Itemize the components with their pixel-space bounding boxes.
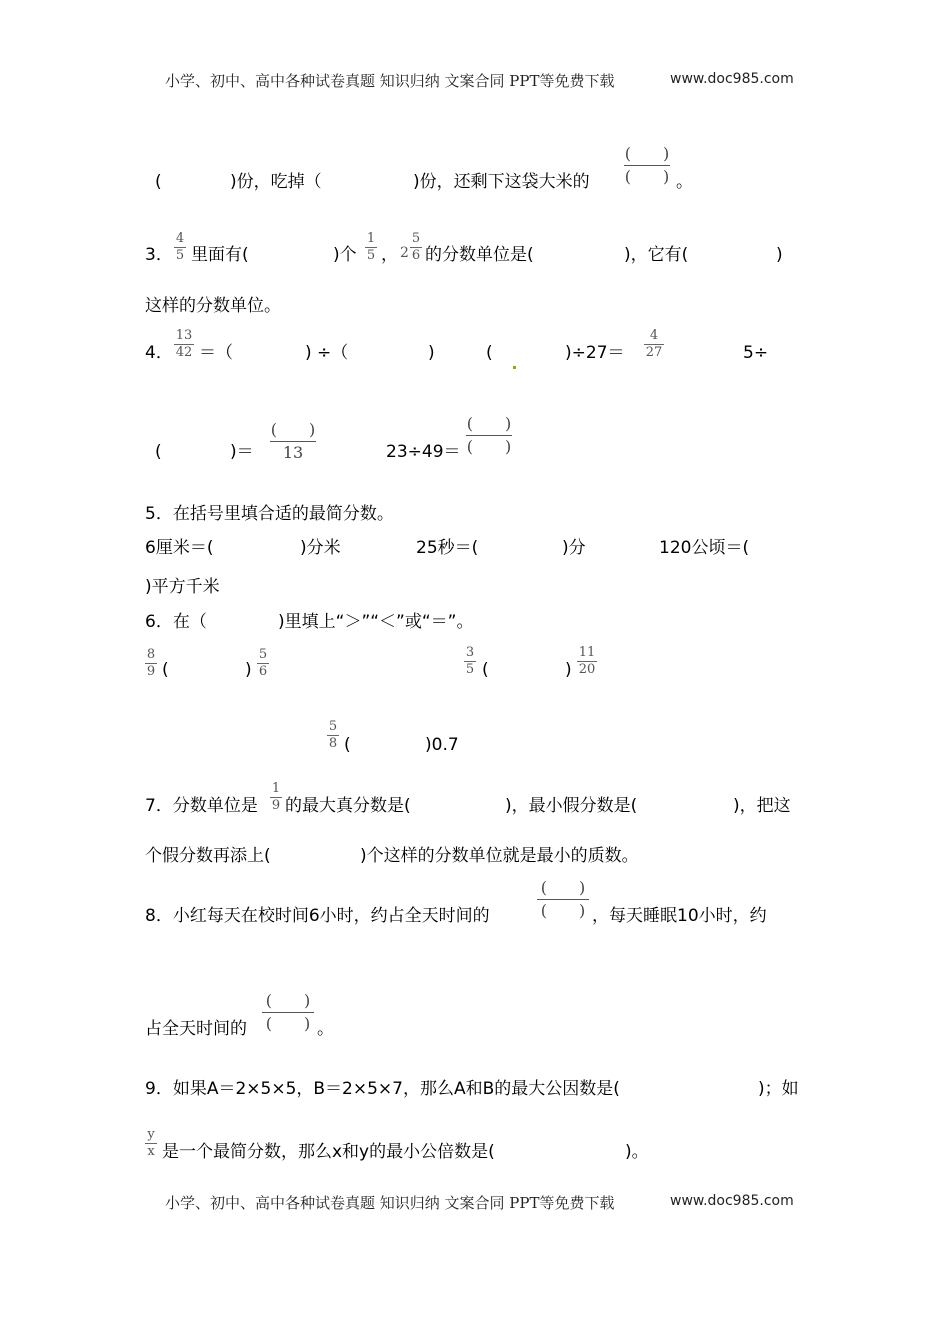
- q8-a: 8．小红每天在校时间6小时，约占全天时间的: [145, 906, 490, 926]
- q4-l2-b: )＝: [230, 442, 254, 462]
- q7-line2a: 个假分数再添上(: [145, 846, 271, 866]
- fraction-1-5: 1 5: [366, 231, 376, 263]
- q7-c: )，最小假分数是(: [505, 796, 638, 816]
- fraction-5-8: 5 8: [328, 719, 338, 751]
- fraction-4-27: 4 27: [645, 328, 663, 360]
- q6-e-right: )0.7: [425, 735, 459, 755]
- q4-text-1: ＝（: [199, 343, 233, 363]
- fraction-8-9: 8 9: [146, 647, 156, 679]
- stray-dot: [513, 366, 516, 369]
- footer-url: www.doc985.com: [670, 1193, 794, 1209]
- q8-line2: 占全天时间的: [145, 1019, 247, 1039]
- q3-line2: 这样的分数单位。: [145, 296, 281, 316]
- q9-a: 9．如果A＝2×5×5，B＝2×5×7，那么A和B的最大公因数是(: [145, 1079, 620, 1099]
- q6-label: 6．在（: [145, 612, 207, 632]
- q5-b: )分米: [300, 538, 341, 558]
- q9-end: )。: [625, 1142, 649, 1162]
- q6-paren-l-1: (: [162, 660, 169, 680]
- blank-fraction[interactable]: ( ) ( ): [624, 144, 670, 186]
- line-top-b: )份，吃掉（: [230, 172, 322, 192]
- q5-a: 6厘米＝(: [145, 538, 214, 558]
- q4-text-7: 23÷49＝: [386, 442, 461, 462]
- footer-text: 小学、初中、高中各种试卷真题 知识归纳 文案合同 PPT等免费下载: [165, 1194, 615, 1212]
- fraction-13-42: 13 42: [175, 328, 193, 360]
- q8-end: 。: [317, 1019, 334, 1039]
- q6-paren-r-1: ): [245, 660, 252, 680]
- q6-paren-r-2: ): [565, 660, 572, 680]
- q4-text-6: 5÷: [743, 343, 769, 363]
- header-text: 小学、初中、高中各种试卷真题 知识归纳 文案合同 PPT等免费下载: [165, 72, 615, 90]
- q4-label: 4．: [145, 343, 173, 363]
- q4-text-5: )÷27＝: [565, 343, 625, 363]
- q3-text-4: 的分数单位是(: [425, 245, 534, 265]
- q5-label: 5．在括号里填合适的最简分数。: [145, 504, 394, 524]
- q4-text-2: ) ÷（: [305, 343, 349, 363]
- q3-text-6: ): [776, 245, 783, 265]
- q5-d: )分: [562, 538, 586, 558]
- q4-text-3: ): [428, 343, 435, 363]
- line-top-a: (: [155, 172, 162, 192]
- q3-text-3: ，: [381, 245, 398, 265]
- line-top-d: 。: [676, 172, 693, 192]
- q9-line2: 是一个最简分数，那么x和y的最小公倍数是(: [162, 1142, 495, 1162]
- q6-paren-l-3: (: [344, 735, 351, 755]
- fraction-1-9: 1 9: [271, 781, 281, 813]
- q5-e: 120公顷＝(: [659, 538, 750, 558]
- fraction-5-6-b: 5 6: [258, 647, 268, 679]
- q3-label: 3．: [145, 245, 173, 265]
- q5-f: )平方千米: [145, 577, 220, 597]
- fraction-4-5: 4 5: [175, 231, 185, 263]
- q7-a: 7．分数单位是: [145, 796, 258, 816]
- fraction-3-5: 3 5: [465, 645, 475, 677]
- q4-text-4: (: [486, 343, 493, 363]
- blank-over-13[interactable]: ( ) 13: [270, 420, 316, 462]
- line-top-c: )份，还剩下这袋大米的: [413, 172, 590, 192]
- q4-l2-a: (: [155, 442, 162, 462]
- q7-line2b: )个这样的分数单位就是最小的质数。: [360, 846, 639, 866]
- q9-b: )；如: [758, 1079, 799, 1099]
- header-url: www.doc985.com: [670, 71, 794, 87]
- q6-paren-l-2: (: [482, 660, 489, 680]
- q6-label2: )里填上“＞”“＜”或“＝”。: [278, 612, 474, 632]
- q3-text-5: )，它有(: [624, 245, 689, 265]
- fraction-11-20: 11 20: [578, 645, 596, 677]
- q8-b: ，每天睡眠10小时，约: [592, 906, 767, 926]
- q7-d: )，把这: [733, 796, 791, 816]
- blank-fraction-2[interactable]: ( ) ( ): [466, 414, 512, 456]
- q5-c: 25秒＝(: [416, 538, 479, 558]
- blank-fraction-q8-1[interactable]: ( ) ( ): [537, 880, 589, 919]
- mixed-whole: 2: [400, 245, 409, 261]
- fraction-5-6: 5 6: [411, 231, 421, 263]
- q3-text-1: 里面有(: [191, 245, 249, 265]
- fraction-y-x: y x: [145, 1128, 157, 1158]
- q7-b: 的最大真分数是(: [285, 796, 411, 816]
- blank-fraction-q8-2[interactable]: ( ) ( ): [262, 993, 314, 1032]
- q3-text-2: )个: [333, 245, 357, 265]
